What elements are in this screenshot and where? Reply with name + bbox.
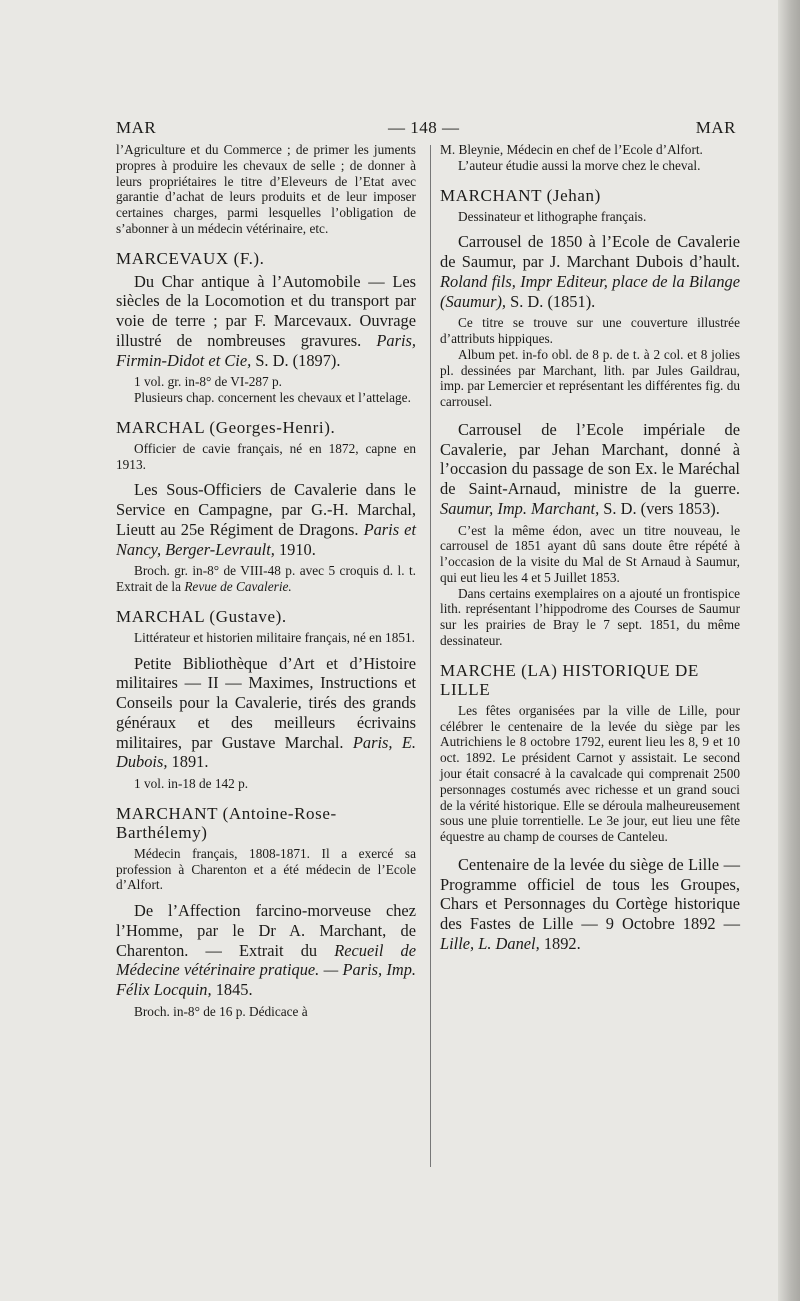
book-title-marchal-gh: Les Sous-Officiers de Cavalerie dans le Service en Campagne, par G.-H. Marchal, Lieutt au 25e Régiment de Dragons. Paris et Nancy, Berger-Levrault, 1910. [116, 480, 417, 559]
author-bio: Dessinateur et lithographe français. [458, 208, 647, 224]
author-bio: Médecin français, 1808-1871. Il a exercé sa profession à Charenton et a été médecin de l’Ecole d’Alfort. [116, 845, 416, 893]
header-left: MAR [116, 118, 157, 137]
page-number: — 148 — [388, 118, 460, 137]
collation-note: 1 vol. in-18 de 142 p. [134, 775, 249, 791]
content-note: Plusieurs chap. concernent les chevaux et l’attelage. [134, 390, 411, 406]
right-column [440, 142, 740, 954]
intro-paragraph: l’Agriculture et du Commerce ; de primer les juments propres à produire les chevaux de selle ; de donner à leurs propriétaires le titre d’Eleveurs de l’Etat avec garantie d’achat de leurs produits et de leur imposer certaines charges, parmi lesquelles l’obligation de s’abonner à un médecin vétérinaire, etc. [116, 142, 416, 236]
header-right: MAR [695, 118, 736, 137]
collation-note: Broch. in-8° de 16 p. Dédicace à [134, 1003, 308, 1019]
book-title-carrousel-imperiale: Carrousel de l’Ecole impériale de Cavalerie, par Jehan Marchant, donné à l’occasion du passage de son Ex. le Maréchal de Saint-Arnaud, ministre de la guerre. Saumur, Imp. Marchant, S. D. (vers 1853). [440, 419, 740, 518]
entry-heading-marchal-g: MARCHAL (Gustave). [116, 606, 287, 626]
book-title-marchal-g: Petite Bibliothèque d’Art et d’Histoire militaires — II — Maximes, Instructions et Conseils pour la Cavalerie, tirés des grands généraux et des meilleurs écrivains militaires, par Gustave Marchal. Paris, E. Dubois, 1891. [116, 653, 416, 772]
book-title-marcevaux: Du Char antique à l’Automobile — Les siècles de la Locomotion et du transport par voie de terre ; par F. Marcevaux. Ouvrage illustré de nombreuses gravures. Paris, Firmin-Didot et Cie, S. D. (1897). [116, 271, 416, 370]
entry-heading-marchant-arb: MARCHANT (Antoine-Rose-Barthélemy) [116, 803, 337, 842]
content-note: Dans certains exemplaires on a ajouté un frontispice lith. représentant l’hippodrome des Courses de Saumur sur les prairies de Bray le 7 sept. 1851, du même dessinateur. [440, 585, 740, 649]
book-title-carrousel-1850: Carrousel de 1850 à l’Ecole de Cavalerie de Saumur, par J. Marchant Dubois d’hault. Roland fils, Impr Editeur, place de la Bilange (Saumur), S. D. (1851). [440, 232, 740, 311]
left-column [116, 142, 416, 1019]
content-note: C’est la même édon, avec un titre nouveau, le carrousel de 1851 ayant dû sans doute être répété à l’occasion de la visite du Mal de St Arnaud à Saumur, qui eut lieu les 4 et 5 Juillet 1853. [440, 522, 740, 585]
continued-text: M. Bleynie, Médecin en chef de l’Ecole d’Alfort. [440, 142, 703, 157]
entry-description: Les fêtes organisées par la ville de Lille, pour célébrer le centenaire de la levée du siège par les Autrichiens le 8 octobre 1792, eurent lieu les 8, 9 et 10 oct. 1892. Le président Carnot y assistait. Le second jour était consacré à la cavalcade qui comprenait 2500 personnages costumés avec richesse et un grand souci de la vérité historique. Elle se déroula malheureusement sous une pluie torrentielle. Le 3e jour, eut lieu une fête équestre au champ de courses de Canteleu. [440, 702, 740, 845]
entry-heading-marchal-gh: MARCHAL (Georges-Henri). [116, 417, 336, 437]
content-note: L’auteur étudie aussi la morve chez le cheval. [458, 157, 701, 173]
collation-note: 1 vol. gr. in-8° de VI-287 p. [134, 374, 282, 390]
entry-heading-marcevaux: MARCEVAUX (F.). [116, 248, 265, 268]
entry-heading-marche-lille: MARCHE (LA) HISTORIQUE DE LILLE [440, 660, 699, 699]
author-bio: Officier de cavie français, né en 1872, capne en 1913. [116, 440, 416, 472]
collation-note: Broch. gr. in-8° de VIII-48 p. avec 5 croquis d. l. t. Extrait de la Revue de Cavalerie. [116, 563, 416, 595]
book-title-marchant-arb: De l’Affection farcino-morveuse chez l’Homme, par le Dr A. Marchant, de Charenton. — Extrait du Recueil de Médecine vétérinaire pratique. — Paris, Imp. Félix Locquin, 1845. [116, 901, 416, 999]
column-divider [430, 145, 431, 1167]
author-bio: Littérateur et historien militaire français, né en 1851. [134, 629, 415, 645]
book-title-centenaire: Centenaire de la levée du siège de Lille — Programme officiel de tous les Groupes, Chars et Personnages du Cortège historique des Fastes de Lille — 9 Octobre 1892 — Lille, L. Danel, 1892. [440, 855, 740, 953]
running-header [116, 118, 736, 142]
entry-heading-marchant-j: MARCHANT (Jehan) [440, 185, 601, 205]
content-note: Ce titre se trouve sur une couverture illustrée d’attributs hippiques. [440, 315, 740, 346]
collation-note: Album pet. in-fo obl. de 8 p. de t. à 2 col. et 8 jolies pl. dessinées par Marchant, lith. par Jules Gaildrau, imp. par Lemercier et représentant les différentes fig. du carrousel. [440, 346, 740, 410]
page-spine-shadow [778, 0, 800, 1301]
